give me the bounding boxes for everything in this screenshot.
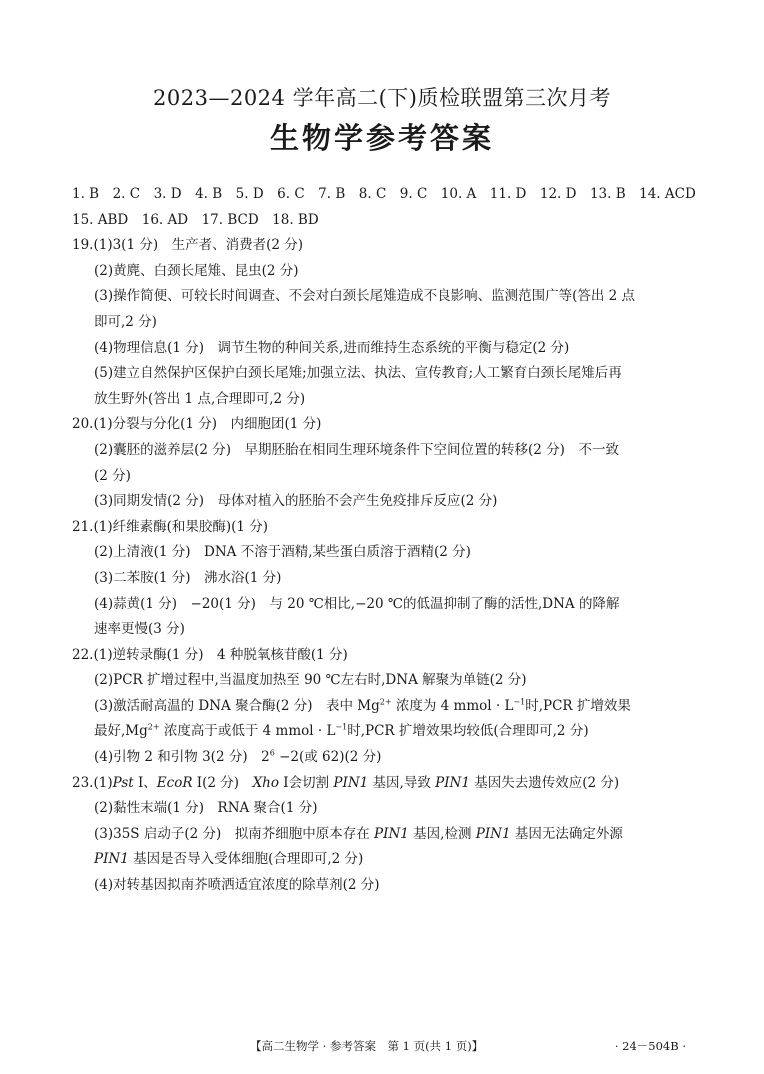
q23-line: (4)对转基因拟南芥喷洒适宜浓度的除草剂(2 分) <box>94 877 380 894</box>
q22-line: (2)PCR 扩增过程中,当温度加热至 90 ℃左右时,DNA 解聚为单链(2 分) <box>94 672 527 689</box>
q21-line: 21.(1)纤维素酶(和果胶酶)(1 分) <box>72 518 269 535</box>
answer-body <box>72 182 712 899</box>
q21-line: 速率更慢(3 分) <box>94 621 185 638</box>
q20-line: (3)同期发情(2 分) 母体对植入的胚胎不会产生免疫排斥反应(2 分) <box>94 493 498 510</box>
superscript: −1 <box>513 697 526 707</box>
superscript: 6 <box>269 748 275 758</box>
text-run: 基因,检测 <box>408 825 476 842</box>
enzyme-name: Pst <box>112 774 134 791</box>
q19-line: 即可,2 分) <box>94 313 157 330</box>
text-run: 最好,Mg <box>94 723 148 740</box>
footer-page-label: 【高二生物学 · 参考答案 第 1 页(共 1 页)】 <box>250 1039 484 1053</box>
text-run: 浓度高于或低于 4 mmol · L <box>159 723 336 740</box>
superscript: −1 <box>335 722 348 732</box>
superscript: 2+ <box>379 697 392 707</box>
q19-line: (5)建立自然保护区保护白颈长尾雉;加强立法、执法、宣传教育;人工繁育白颈长尾雉后再 <box>94 365 622 382</box>
q19-line: (2)黄麂、白颈长尾雉、昆虫(2 分) <box>94 262 299 279</box>
gene-name: PIN1 <box>333 774 369 791</box>
text-run: (4)引物 2 和引物 3(2 分) 2 <box>94 749 270 766</box>
text-run: 基因无法确定外源 <box>510 825 623 842</box>
text-run: 23.(1) <box>72 774 113 791</box>
q19-line: 19.(1)3(1 分) 生产者、消费者(2 分) <box>72 237 304 254</box>
enzyme-name: Xho <box>252 774 279 791</box>
text-run: −2(或 62)(2 分) <box>274 749 382 766</box>
q22-line: 22.(1)逆转录酶(1 分) 4 种脱氧核苷酸(1 分) <box>72 646 348 663</box>
q19-line: (4)物理信息(1 分) 调节生物的种间关系,进而维持生态系统的平衡与稳定(2 分) <box>94 339 570 356</box>
q22-line <box>72 745 712 771</box>
exam-title: 2023—2024 学年高二(下)质检联盟第三次月考 <box>153 86 611 110</box>
q21-line: (4)蒜黄(1 分) −20(1 分) 与 20 ℃相比,−20 ℃的低温抑制了酶的活性,DNA 的降解 <box>94 595 620 612</box>
enzyme-name: EcoR <box>156 774 193 791</box>
text-run: 时,PCR 扩增效果 <box>525 697 631 714</box>
text-run: 时,PCR 扩增效果均较低(合理即可,2 分) <box>347 723 589 740</box>
q22-line <box>72 694 712 720</box>
footer-code: · 24－504B · <box>614 1039 686 1053</box>
text-run: (3)35S 启动子(2 分) 拟南芥细胞中原本存在 <box>94 825 375 842</box>
answer-key-title: 生物学参考答案 <box>269 121 494 155</box>
gene-name: PIN1 <box>435 774 470 791</box>
text-run: 基因,导致 <box>368 774 436 791</box>
choice-answers-line-1: 1. B 2. C 3. D 4. B 5. D 6. C 7. B 8. C 9. C 10. A 11. D 12. D 13. B 14. ACD <box>72 186 696 202</box>
q23-line <box>72 822 712 848</box>
q19-line: (3)操作简便、可较长时间调查、不会对白颈长尾雉造成不良影响、监测范围广等(答出 2 点 <box>94 288 636 305</box>
text-run: 浓度为 4 mmol · L <box>391 697 514 714</box>
text-run: Ⅰ会切割 <box>279 774 334 791</box>
q21-line: (2)上清液(1 分) DNA 不溶于酒精,某些蛋白质溶于酒精(2 分) <box>94 544 471 561</box>
gene-name: PIN1 <box>374 825 409 842</box>
superscript: 2+ <box>147 722 160 732</box>
q23-line <box>72 847 712 873</box>
gene-name: PIN1 <box>475 825 511 842</box>
text-run: Ⅰ(2 分) <box>192 774 253 791</box>
q22-line <box>72 719 712 745</box>
text-run: 基因失去遗传效应(2 分) <box>469 774 620 791</box>
q20-line: (2)囊胚的滋养层(2 分) 早期胚胎在相同生理环境条件下空间位置的转移(2 分) 不一致 <box>94 441 619 458</box>
q21-line: (3)二苯胺(1 分) 沸水浴(1 分) <box>94 569 282 586</box>
q20-line: 20.(1)分裂与分化(1 分) 内细胞团(1 分) <box>72 416 322 433</box>
q23-line <box>72 771 712 797</box>
q23-line: (2)黏性末端(1 分) RNA 聚合(1 分) <box>94 800 318 817</box>
q19-line: 放生野外(答出 1 点,合理即可,2 分) <box>94 390 306 407</box>
q20-line: (2 分) <box>94 467 131 484</box>
choice-answers-line-2: 15. ABD 16. AD 17. BCD 18. BD <box>72 211 319 228</box>
gene-name: PIN1 <box>94 851 129 868</box>
text-run: (3)激活耐高温的 DNA 聚合酶(2 分) 表中 Mg <box>94 697 380 714</box>
text-run: 基因是否导入受体细胞(合理即可,2 分) <box>128 851 364 868</box>
text-run: Ⅰ、 <box>133 774 157 791</box>
